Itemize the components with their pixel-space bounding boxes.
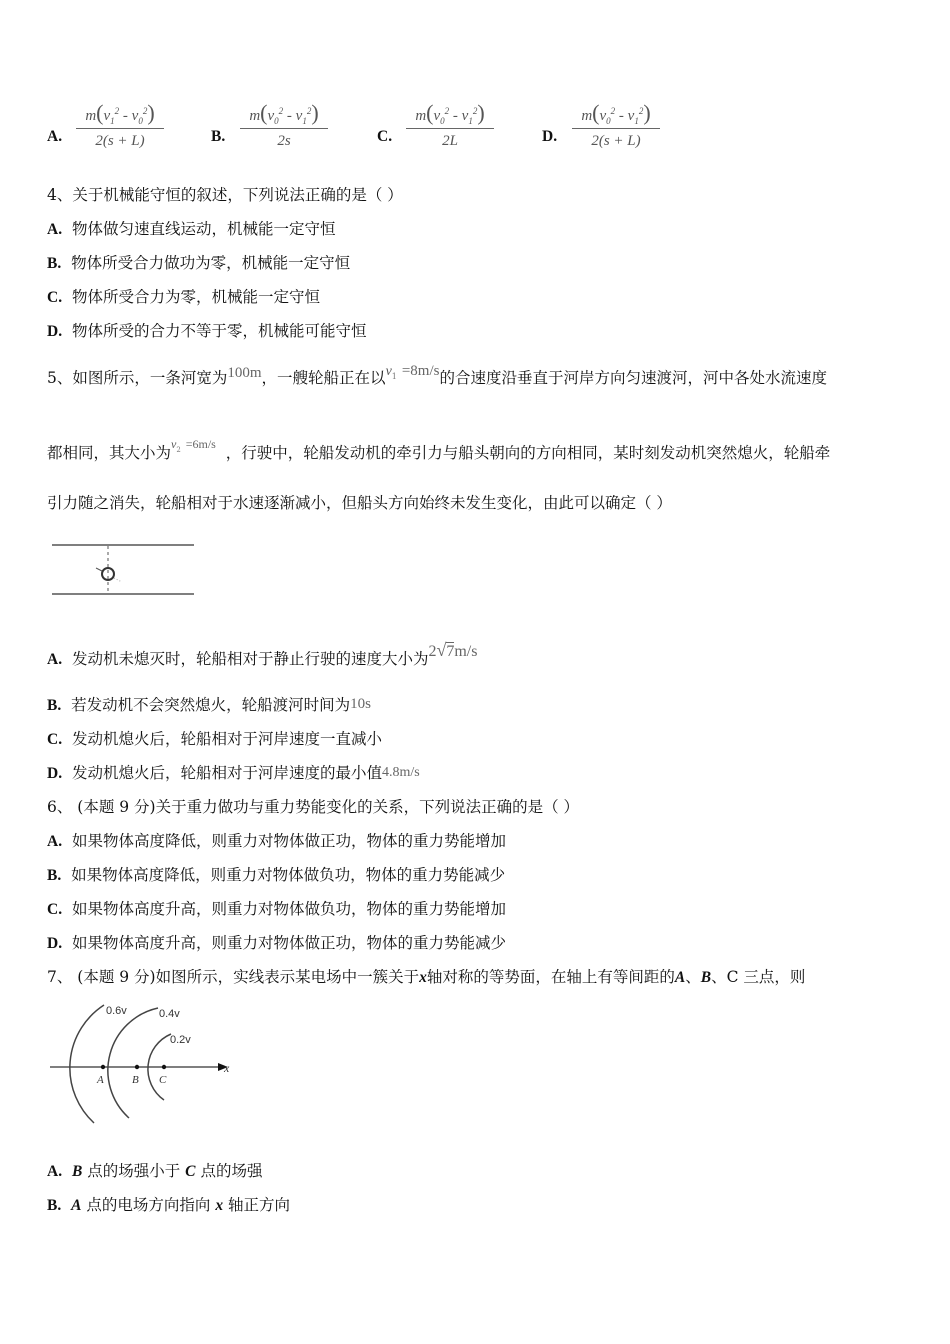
q4-option-a[interactable]: A. 物体做匀速直线运动，机械能一定守恒: [47, 220, 336, 238]
q3-option-a-formula: $\frac{m(v_1^2 - v_0^2)}{2(s + L)}$: [76, 100, 164, 150]
q3-option-d-formula: $\frac{m(v_0^2 - v_1^2)}{2(s + L)}$: [572, 100, 660, 150]
point-a: [101, 1065, 105, 1069]
river-width: 100m: [227, 365, 262, 381]
q7-option-b[interactable]: B. A 点的电场方向指向 x 轴正方向: [47, 1196, 291, 1214]
q5-stem-line3: 引力随之消失，轮船相对于水速逐渐减小，但船头方向始终未发生变化，由此可以确定（ ）: [47, 494, 672, 512]
river-figure: [50, 538, 200, 600]
q6-option-c[interactable]: C. 如果物体高度升高，则重力对物体做负功，物体的重力势能增加: [47, 900, 506, 918]
label-0.6v: 0.6v: [106, 1005, 127, 1017]
q3-option-d-den: 2(s + L): [591, 133, 641, 149]
equipotential-figure: [46, 1000, 246, 1130]
label-0.4v: 0.4v: [159, 1008, 180, 1020]
point-c-label: C: [159, 1074, 167, 1086]
q4-option-d[interactable]: D. 物体所受的合力不等于零，机械能可能守恒: [47, 322, 367, 340]
x-axis-label: x: [224, 1061, 230, 1075]
boat-mark: [96, 568, 102, 571]
point-a-label: A: [97, 1074, 104, 1086]
q3-option-c-formula: $\frac{m(v_0^2 - v_1^2)}{2L}$: [406, 100, 494, 150]
v2-expr: $v_2 =6m/s$: [171, 437, 216, 455]
q5-option-b[interactable]: B. 若发动机不会突然熄火，轮船渡河时间为10s: [47, 696, 371, 714]
q3-option-a-label[interactable]: A.: [47, 128, 63, 145]
q7-stem: 7、 (本题 9 分)如图所示，实线表示某电场中一簇关于x轴对称的等势面，在轴上有等间距的A、B、C 三点，则: [47, 968, 806, 986]
label-0.2v: 0.2v: [170, 1034, 191, 1046]
equipotential-0.6v: [70, 1005, 104, 1123]
q7-option-a[interactable]: A. B 点的场强小于 C 点的场强: [47, 1162, 263, 1180]
q3-option-c-den: 2L: [442, 133, 458, 149]
q6-option-b[interactable]: B. 如果物体高度降低，则重力对物体做负功，物体的重力势能减少: [47, 866, 506, 884]
q5-option-a[interactable]: A. 发动机未熄灭时，轮船相对于静止行驶的速度大小为2√7m/s: [47, 640, 478, 668]
point-b-label: B: [132, 1074, 139, 1086]
q3-option-c-label[interactable]: C.: [377, 128, 393, 145]
q6-stem: 6、 (本题 9 分)关于重力做功与重力势能变化的关系，下列说法正确的是（ ）: [47, 798, 580, 816]
q4-option-c[interactable]: C. 物体所受合力为零，机械能一定守恒: [47, 288, 320, 306]
point-c: [162, 1065, 166, 1069]
equipotential-0.4v: [108, 1008, 158, 1118]
q5-option-d[interactable]: D. 发动机熄火后，轮船相对于河岸速度的最小值4.8m/s: [47, 764, 420, 782]
point-b: [135, 1065, 139, 1069]
q4-option-b[interactable]: B. 物体所受合力做功为零，机械能一定守恒: [47, 254, 351, 272]
q3-option-b-label[interactable]: B.: [211, 128, 226, 145]
q5-stem-line2: 都相同，其大小为$v_2 =6m/s$ ，行驶中，轮船发动机的牵引力与船头朝向的方向相同，某时刻发动机突然熄火，轮船牵: [47, 443, 830, 470]
q5-option-c[interactable]: C. 发动机熄火后，轮船相对于河岸速度一直减小: [47, 730, 382, 748]
q3-option-b-den: 2s: [277, 133, 291, 149]
q3-option-a-den: 2(s + L): [95, 133, 145, 149]
q5-stem-line1: 5、如图所示，一条河宽为100m，一艘轮船正在以$v_1 =8m/s$的合速度沿垂直于河岸方向匀速渡河，河中各处水流速度: [47, 363, 827, 387]
q3-option-b-formula: $\frac{m(v_0^2 - v_1^2)}{2s}$: [240, 100, 328, 150]
q3-option-d-label[interactable]: D.: [542, 128, 558, 145]
q4-stem: 4、关于机械能守恒的叙述，下列说法正确的是（ ）: [47, 186, 403, 204]
q6-option-d[interactable]: D. 如果物体高度升高，则重力对物体做正功，物体的重力势能减少: [47, 934, 506, 952]
v1-expr: $v_1 =8m/s$: [385, 363, 440, 382]
q6-option-a[interactable]: A. 如果物体高度降低，则重力对物体做正功，物体的重力势能增加: [47, 832, 506, 850]
